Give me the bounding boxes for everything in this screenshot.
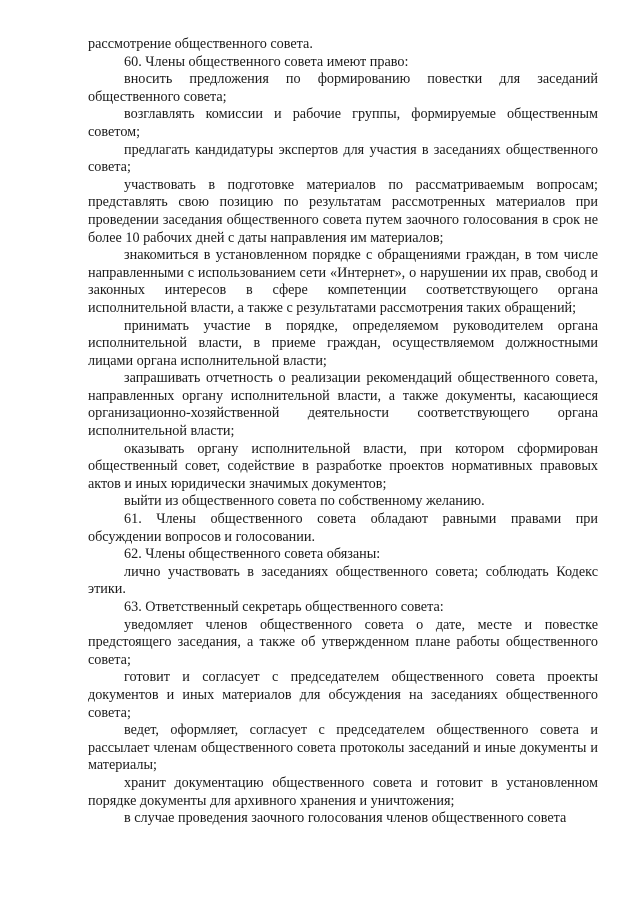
paragraph: в случае проведения заочного голосования членов общественного совета — [124, 810, 567, 827]
paragraph: принимать участие в порядке, определяемом руководителем органа исполнительной власти, в приеме граждан, осуществляемом должностными лицами органа исполнительной власти; — [88, 317, 598, 369]
paragraph: рассмотрение общественного совета. — [88, 36, 313, 52]
paragraph: предлагать кандидатуры экспертов для участия в заседаниях общественного совета; — [88, 141, 598, 176]
paragraph: готовит и согласует с председателем общественного совета проекты документов и иных материалов для обсуждения на заседаниях общественного совета; — [88, 669, 598, 721]
paragraph: хранит документацию общественного совета и готовит в установленном порядке документы для архивного хранения и уничтожения; — [88, 774, 598, 809]
document-page — [88, 36, 598, 828]
paragraph-clause-63: 63. Ответственный секретарь общественного совета: — [124, 599, 444, 615]
paragraph: участвовать в подготовке материалов по рассматриваемым вопросам; представлять свою позицию по результатам рассмотренных материалов при проведении заседания общественного совета путем заочного голосования в срок не более 10 рабочих дней с даты направления им материалов; — [88, 176, 598, 246]
paragraph: ведет, оформляет, согласует с председателем общественного совета и рассылает членам общественного совета протоколы заседаний и иные документы и материалы; — [88, 722, 598, 774]
paragraph: выйти из общественного совета по собственному желанию. — [124, 493, 485, 510]
paragraph: лично участвовать в заседаниях общественного совета; соблюдать Кодекс этики. — [88, 563, 598, 598]
paragraph-clause-62: 62. Члены общественного совета обязаны: — [124, 546, 381, 563]
paragraph: вносить предложения по формированию повестки для заседаний общественного совета; — [88, 71, 598, 105]
paragraph: уведомляет членов общественного совета о дате, месте и повестке предстоящего заседания, а также об утвержденном плане работы общественного совета; — [88, 616, 598, 668]
paragraph: знакомиться в установленном порядке с обращениями граждан, в том числе направленными с использованием сети «Интернет», о нарушении их прав, свобод и законных интересов в сфере компетенции соответствующего органа исполнительной власти, а также с результатами рассмотрения таких обращений; — [88, 247, 598, 316]
paragraph: запрашивать отчетность о реализации рекомендаций общественного совета, направленных органу исполнительной власти, а также документы, касающиеся организационно-хозяйственной деятельности соответствующего органа исполнительной власти; — [88, 370, 598, 440]
paragraph: оказывать органу исполнительной власти, при котором сформирован общественный совет, содействие в разработке проектов нормативных правовых актов и иных юридически значимых документов; — [88, 440, 598, 492]
paragraph: возглавлять комиссии и рабочие группы, формируемые общественным советом; — [88, 106, 598, 140]
paragraph-clause-60: 60. Члены общественного совета имеют право: — [124, 53, 409, 70]
paragraph-clause-61: 61. Члены общественного совета обладают равными правами при обсуждении вопросов и голосовании. — [88, 511, 598, 545]
